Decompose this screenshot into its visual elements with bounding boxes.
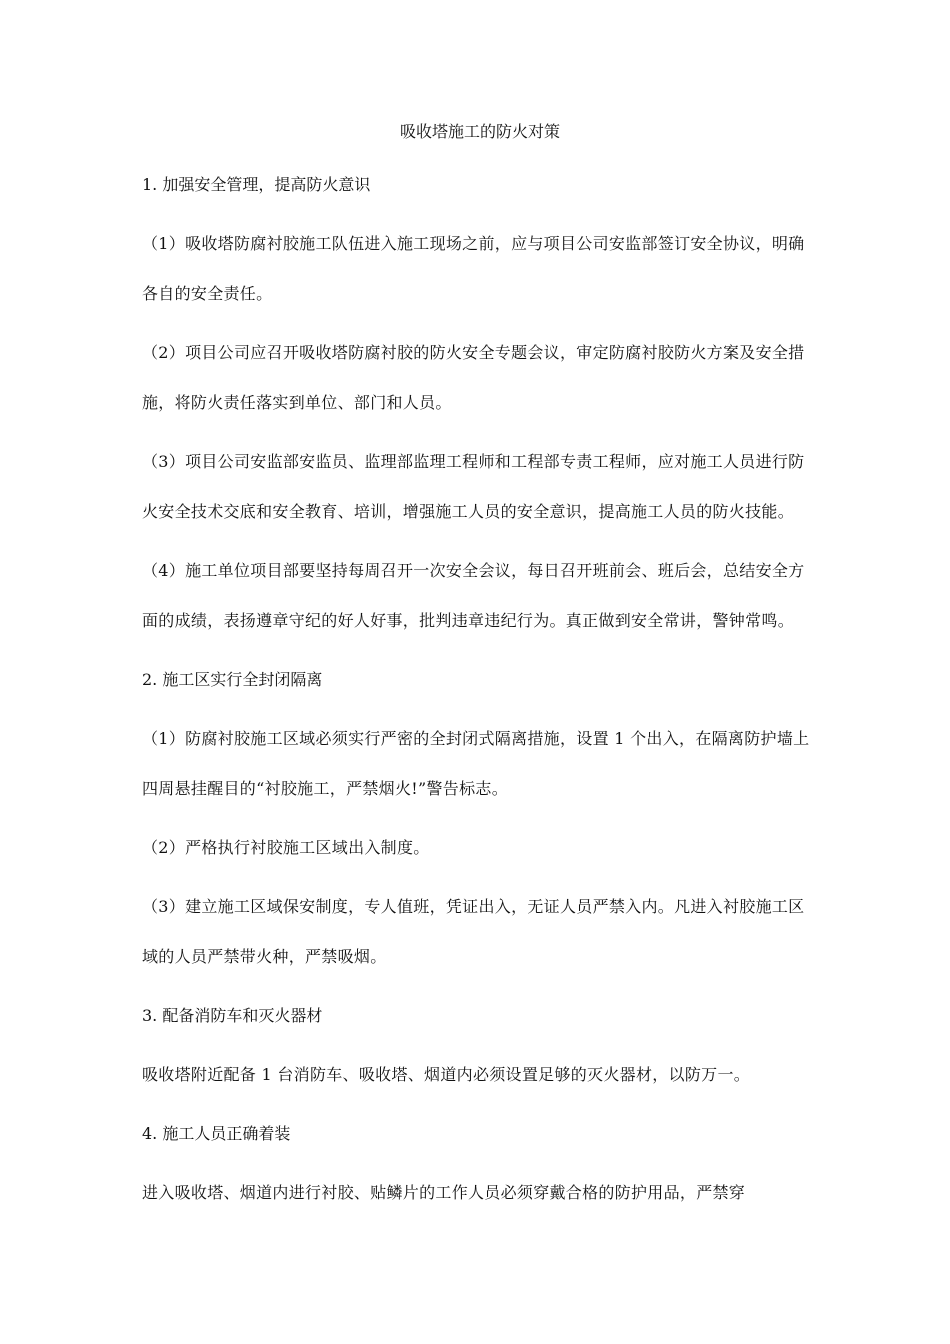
paragraph-4-1: 进入吸收塔、烟道内进行衬胶、贴鳞片的工作人员必须穿戴合格的防护用品，严禁穿 xyxy=(142,1183,746,1202)
section-heading-1: 1. 加强安全管理，提高防火意识 xyxy=(142,175,371,194)
section-heading-3: 3. 配备消防车和灭火器材 xyxy=(142,1006,323,1025)
section-heading-2: 2. 施工区实行全封闭隔离 xyxy=(142,670,323,689)
paragraph-1-2: （2）项目公司应召开吸收塔防腐衬胶的防火安全专题会议，审定防腐衬胶防火方案及安全措施，将防火责任落实到单位、部门和人员。 xyxy=(142,343,805,412)
paragraph-1-4: （4）施工单位项目部要坚持每周召开一次安全会议，每日召开班前会、班后会，总结安全方面的成绩，表扬遵章守纪的好人好事，批判违章违纪行为。真正做到安全常讲，警钟常鸣。 xyxy=(142,561,805,630)
document-body xyxy=(142,160,818,1218)
paragraph-3-1: 吸收塔附近配备 1 台消防车、吸收塔、烟道内必须设置足够的灭火器材，以防万一。 xyxy=(142,1065,751,1084)
paragraph-2-1: （1）防腐衬胶施工区域必须实行严密的全封闭式隔离措施，设置 1 个出入，在隔离防护墙上四周悬挂醒目的“衬胶施工，严禁烟火!”警告标志。 xyxy=(142,729,810,798)
paragraph-1-1: （1）吸收塔防腐衬胶施工队伍进入施工现场之前，应与项目公司安监部签订安全协议，明确各自的安全责任。 xyxy=(142,234,805,303)
paragraph-2-3: （3）建立施工区域保安制度，专人值班，凭证出入，无证人员严禁入内。凡进入衬胶施工区域的人员严禁带火种，严禁吸烟。 xyxy=(142,897,805,966)
document-title: 吸收塔施工的防火对策 xyxy=(399,122,560,141)
paragraph-1-3: （3）项目公司安监部安监员、监理部监理工程师和工程部专责工程师，应对施工人员进行防火安全技术交底和安全教育、培训，增强施工人员的安全意识，提高施工人员的防火技能。 xyxy=(142,452,805,521)
section-heading-4: 4. 施工人员正确着装 xyxy=(142,1124,291,1143)
paragraph-2-2: （2）严格执行衬胶施工区域出入制度。 xyxy=(142,838,430,857)
document-page xyxy=(142,0,818,1344)
